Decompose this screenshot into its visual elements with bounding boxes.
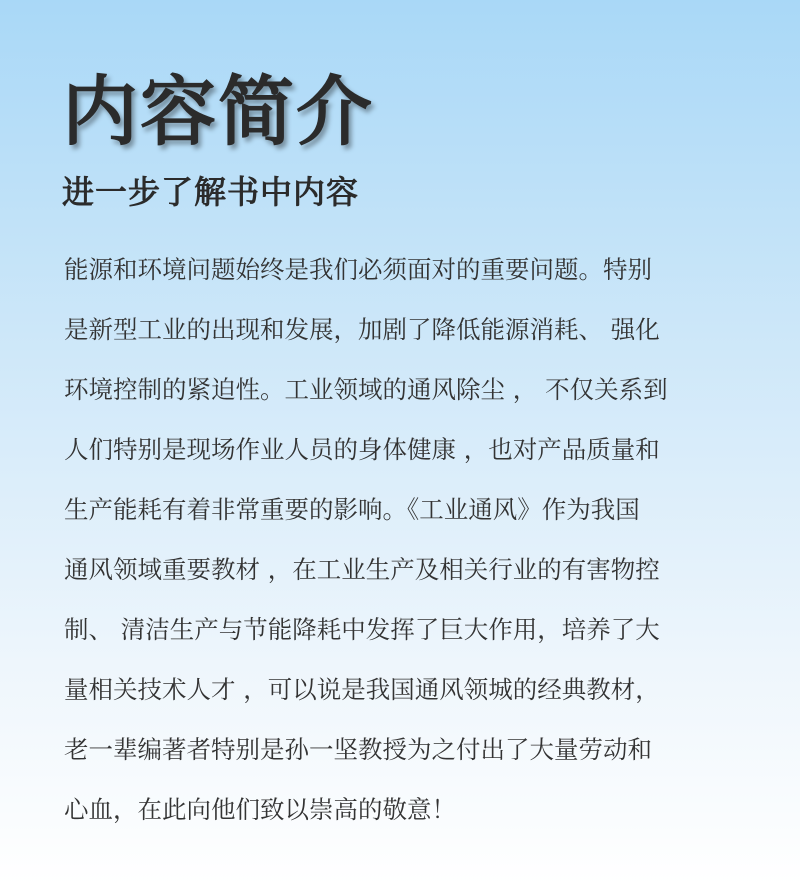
paragraph-line: 生产能耗有着非常重要的影响。《工业通风》作为我国 bbox=[64, 495, 640, 524]
page-title: 内容简介 bbox=[62, 67, 374, 156]
paragraph-line: 心血，在此向他们致以崇高的敬意！ bbox=[64, 795, 456, 824]
intro-paragraph bbox=[64, 240, 744, 840]
paragraph-line: 环境控制的紧迫性。工业领域的通风除尘 ， 不仅关系到 bbox=[64, 375, 668, 404]
page-subtitle: 进一步了解书中内容 bbox=[62, 173, 360, 211]
section-header bbox=[62, 62, 374, 212]
paragraph-line: 制、 清洁生产与节能降耗中发挥了巨大作用，培养了大 bbox=[64, 615, 660, 644]
paragraph-line: 量相关技术人才 ，可以说是我国通风领城的经典教材， bbox=[64, 675, 660, 704]
paragraph-line: 是新型工业的出现和发展，加剧了降低能源消耗、 强化 bbox=[64, 315, 660, 344]
paragraph-line: 通风领域重要教材 ，在工业生产及相关行业的有害物控 bbox=[64, 555, 660, 584]
paragraph-line: 老一辈编著者特别是孙一坚教授为之付出了大量劳动和 bbox=[64, 735, 652, 764]
paragraph-line: 能源和环境问题始终是我们必须面对的重要问题。特别 bbox=[64, 255, 652, 284]
paragraph-line: 人们特别是现场作业人员的身体健康 ，也对产品质量和 bbox=[64, 435, 660, 464]
